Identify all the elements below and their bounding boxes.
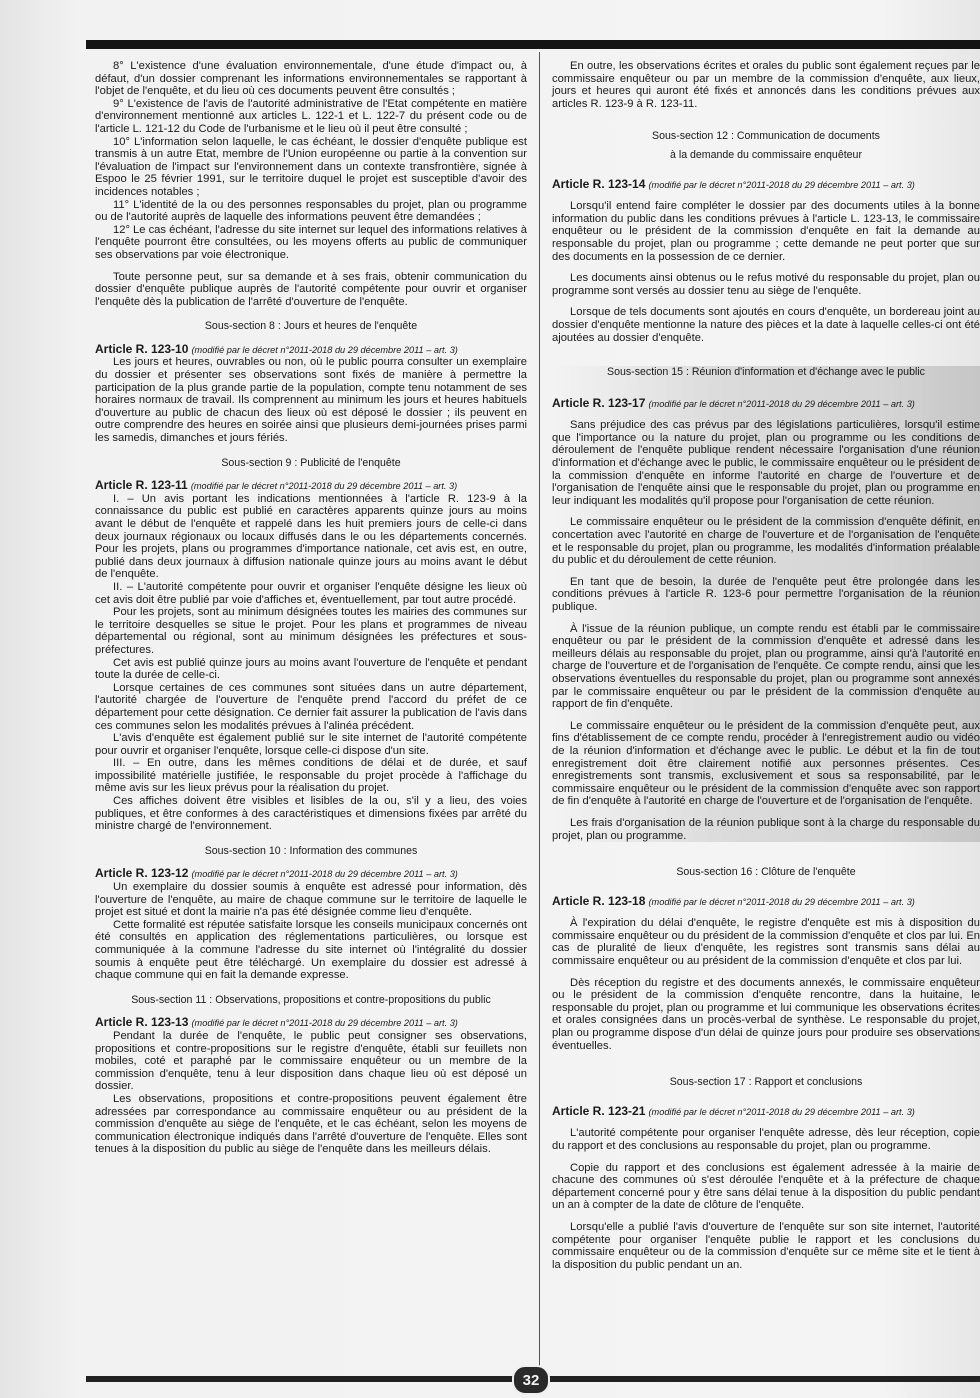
subsection-title: Sous-section 11 : Observations, propositions et contre-propositions du public [131,993,491,1006]
article-heading [95,867,527,881]
paragraph: Sans préjudice des cas prévus par des législations particulières, lorsqu'il estime que l'importance ou la nature du projet, plan ou programme ou les conditions de déroulement de l'enquête publique rendent nécessaire l'organisation d'une réunion d'information et d'échange avec le public, le commissaire enquêteur ou le président de la commission d'enquête en informe l'autorité en charge de l'ouverture et de l'organisation de l'enquête ainsi que le responsable du projet, plan ou programme en leur indiquant les modalités qu'il propose pour l'organisation de cette réunion. [552,419,980,507]
subsection-title: Sous-section 12 : Communication de documents [652,130,880,143]
left-column [95,60,527,1156]
subsection-title: Sous-section 8 : Jours et heures de l'enquête [204,320,418,333]
top-rule [86,40,980,49]
paragraph: En tant que de besoin, la durée de l'enquête peut être prolongée dans les conditions prévues à l'article R. 123-6 pour permettre l'organisation de la réunion publique. [552,575,980,613]
subsection-title-line2: à la demande du commissaire enquêteur [670,148,862,161]
paragraph: Copie du rapport et des conclusions est également adressée à la mairie de chacune des communes où s'est déroulée l'enquête et à la préfecture de chaque département concerné pour y être sans délai tenue à la disposition du public pendant un an à compter de la date de clôture de l'enquête. [552,1161,980,1212]
article-heading [552,397,980,411]
subsection-title: Sous-section 17 : Rapport et conclusions [669,1076,863,1089]
article-number: Article R. 123-12 [95,866,189,881]
subsection-title: Sous-section 10 : Information des communes [204,844,418,857]
article-modification: (modifié par le décret n°2011-2018 du 29 décembre 2011 – art. 3) [190,481,458,492]
paragraph: II. – L'autorité compétente pour ouvrir et organiser l'enquête désigne les lieux où cet avis doit être publié par voie d'affiches et, éventuellement, par tout autre procédé. [95,580,527,606]
paragraph: Lorsque certaines de ces communes sont situées dans un autre département, l'autorité chargée de l'ouverture de l'enquête prend l'accord du préfet de ce département pour cette désignation. Ce dernier fait assurer la publication de l'avis dans ces communes selon les modalités prévues à l'alinéa précédent. [95,681,527,732]
article-number: Article R. 123-14 [552,176,646,191]
subsection-title: Sous-section 9 : Publicité de l'enquête [221,456,401,469]
subsection-title: Sous-section 15 : Réunion d'information et d'échange avec le public [607,366,925,379]
paragraph: Les observations, propositions et contre-propositions peuvent également être adressées par correspondance au commissaire enquêteur ou au président de la commission d'enquête au siège de l'enquête, et le cas échéant, selon les moyens de communication électronique indiqués dans l'arrêté d'ouverture de l'enquête. Elles sont tenues à la disposition du public au siège de l'enquête dans les meilleurs délais. [95,1092,527,1156]
article-modification: (modifié par le décret n°2011-2018 du 29 décembre 2011 – art. 3) [648,398,915,409]
item-11: 11° L'identité de la ou des personnes responsables du projet, plan ou programme ou de l'autorité auprès de laquelle des informations peuvent être demandées ; [95,198,527,224]
article-number: Article R. 123-13 [95,1015,189,1030]
article-number: Article R. 123-10 [95,341,189,356]
paragraph: L'avis d'enquête est également publié sur le site internet de l'autorité compétente pour ouvrir et organiser l'enquête, lorsque celle-ci dispose d'un site. [95,732,527,757]
paragraph: Les documents ainsi obtenus ou le refus motivé du responsable du projet, plan ou programme sont versés au dossier tenu au siège de l'enquête. [552,272,980,297]
paragraph: Le commissaire enquêteur ou le président de la commission d'enquête peut, aux fins d'établissement de ce compte rendu, procéder à l'enregistrement audio ou vidéo de la réunion d'information et d'échange avec le public. Le début et la fin de tout enregistrement doit être clairement notifié aux personnes présentes. Ces enregistrements sont transmis, exclusivement et sous sa responsabilité, par le commissaire enquêteur ou le président de la commission d'enquête avec son rapport de fin d'enquête à l'autorité en charge de l'ouverture et de l'organisation de l'enquête. [552,719,980,808]
article-number: Article R. 123-17 [552,395,646,410]
paragraph: Toute personne peut, sur sa demande et à ses frais, obtenir communication du dossier d'enquête publique auprès de l'autorité compétente pour ouvrir et organiser l'enquête dès la publication de l'arrêté d'ouverture de l'enquête. [95,270,527,308]
paragraph: Cette formalité est réputée satisfaite lorsque les conseils municipaux concernés ont été consultés en application des réglementations particulières, ou lorsque est communiquée à la commune l'adresse du site internet où l'intégralité du dossier soumis à enquête peut être téléchargé. Un exemplaire du dossier est adressé à chaque commune qui en fait la demande expresse. [95,918,527,982]
paragraph: Le commissaire enquêteur ou le président de la commission d'enquête définit, en concertation avec l'autorité en charge de l'ouverture et de l'organisation de l'enquête et le responsable du projet, plan ou programme, les modalités d'information préalable du public et du déroulement de cette réunion. [552,516,980,567]
article-number: Article R. 123-18 [552,893,646,908]
item-9: 9° L'existence de l'avis de l'autorité administrative de l'Etat compétente en matière d'environnement mentionné aux articles L. 122-1 et L. 122-7 du présent code ou de l'article L. 121-12 du Code de l'urbanisme et le lieu où il peut être consulté ; [95,97,527,135]
paragraph: Les jours et heures, ouvrables ou non, où le public pourra consulter un exemplaire du dossier et présenter ses observations sont fixés de manière à permettre la participation de la plus grande partie de la population, compte tenu notamment de ses horaires normaux de travail. Ils comprennent au minimum les jours et heures habituels d'ouverture au public de chacun des lieux où est déposé le dossier ; ils peuvent en outre comprendre des heures en soirée ainsi que plusieurs demi-journées prises parmi les samedis, dimanches et jours fériés. [95,356,527,445]
page-number: 32 [512,1365,550,1395]
item-12: 12° Le cas échéant, l'adresse du site internet sur lequel des informations relatives à l'enquête pourront être consultées, ou les moyens offerts au public de communiquer ses observations par voie électronique. [95,223,527,261]
shaded-region [552,366,980,842]
paragraph: Les frais d'organisation de la réunion publique sont à la charge du responsable du projet, plan ou programme. [552,816,980,842]
article-modification: (modifié par le décret n°2011-2018 du 29 décembre 2011 – art. 3) [648,1106,915,1117]
paragraph: En outre, les observations écrites et orales du public sont également reçues par le commissaire enquêteur ou par un membre de la commission d'enquête, aux lieux, jours et heures qui auront été fixés et annoncés dans les conditions prévues aux articles R. 123-9 à R. 123-11. [552,60,980,110]
paragraph: Ces affiches doivent être visibles et lisibles de la ou, s'il y a lieu, des voies publiques, et être conformes à des caractéristiques et dimensions fixées par arrêté du ministre chargé de l'environnement. [95,795,527,833]
paragraph: Cet avis est publié quinze jours au moins avant l'ouverture de l'enquête et pendant toute la durée de celle-ci. [95,656,527,682]
article-number: Article R. 123-21 [552,1103,646,1118]
paragraph: Lorsqu'elle a publié l'avis d'ouverture de l'enquête sur son site internet, l'autorité compétente pour organiser l'enquête publie le rapport et les conclusions du commissaire enquêteur ou de la commission d'enquête sur ce même site et le tient à la disposition du public pendant un an. [552,1220,980,1271]
paragraph: Pour les projets, sont au minimum désignées toutes les mairies des communes sur le territoire desquelles se situe le projet. Pour les plans et programmes de niveau départemental ou régional, sont au minimum désignées les préfectures et sous-préfectures. [95,606,527,656]
article-modification: (modifié par le décret n°2011-2018 du 29 décembre 2011 – art. 3) [191,1018,458,1029]
paragraph: III. – En outre, dans les mêmes conditions de délai et de durée, et sauf impossibilité matérielle justifiée, le responsable du projet procède à l'affichage du même avis sur les lieux prévus pour la réalisation du projet. [95,757,527,795]
right-column [552,60,980,1271]
column-divider [539,52,540,1370]
paragraph: Lorsqu'il entend faire compléter le dossier par des documents utiles à la bonne information du public dans les conditions prévues à l'article L. 123-13, le commissaire enquêteur ou le président de la commission d'enquête en fait la demande au responsable du projet, plan ou programme ; cette demande ne peut porter que sur des documents en la possession de ce dernier. [552,200,980,263]
article-modification: (modifié par le décret n°2011-2018 du 29 décembre 2011 – art. 3) [191,869,458,880]
paragraph: Un exemplaire du dossier soumis à enquête est adressé pour information, dès l'ouverture de l'enquête, au maire de chaque commune sur le territoire de laquelle le projet est situé et dont la mairie n'a pas été désignée comme lieu d'enquête. [95,881,527,919]
paragraph: Dès réception du registre et des documents annexés, le commissaire enquêteur ou le président de la commission d'enquête rencontre, dans la huitaine, le responsable du projet, plan ou programme et lui communique les observations écrites et orales consignées dans un procès-verbal de synthèse. Le responsable du projet, plan ou programme dispose d'un délai de quinze jours pour produire ses observations éventuelles. [552,976,980,1052]
article-heading [552,1105,980,1119]
article-modification: (modifié par le décret n°2011-2018 du 29 décembre 2011 – art. 3) [191,344,458,355]
paragraph: À l'expiration du délai d'enquête, le registre d'enquête est mis à disposition du commissaire enquêteur ou du président de la commission d'enquête et clos par lui. En cas de pluralité de lieux d'enquête, les registres sont transmis sans délai au commissaire enquêteur ou au président de la commission d'enquête et clos par lui. [552,917,980,968]
paragraph: Pendant la durée de l'enquête, le public peut consigner ses observations, propositions et contre-propositions sur le registre d'enquête, établi sur feuillets non mobiles, coté et paraphé par le commissaire enquêteur ou un membre de la commission d'enquête, tenu à leur disposition dans chaque lieu où est déposé un dossier. [95,1029,527,1093]
paragraph: I. – Un avis portant les indications mentionnées à l'article R. 123-9 à la connaissance du public est publié en caractères apparents quinze jours au moins avant le début de l'enquête et rappelé dans les huit premiers jours de celle-ci dans deux journaux régionaux ou locaux diffusés dans le ou les départements concernés. Pour les projets, plans ou programmes d'importance nationale, cet avis est, en outre, publié dans deux journaux à diffusion nationale quinze jours au moins avant le début de l'enquête. [95,492,527,581]
subsection-title: Sous-section 16 : Clôture de l'enquête [676,866,856,879]
article-number: Article R. 123-11 [95,478,188,493]
item-10: 10° L'information selon laquelle, le cas échéant, le dossier d'enquête publique est transmis à un autre Etat, membre de l'Union européenne ou partie à la convention sur l'évaluation de l'impact sur l'environnement dans un contexte transfrontière, signée à Espoo le 25 février 1991, sur le territoire duquel le projet est susceptible d'avoir des incidences notables ; [95,135,527,198]
article-modification: (modifié par le décret n°2011-2018 du 29 décembre 2011 – art. 3) [648,896,915,907]
article-modification: (modifié par le décret n°2011-2018 du 29 décembre 2011 – art. 3) [648,179,915,190]
article-heading [95,1016,527,1030]
article-heading [95,479,527,493]
paragraph: À l'issue de la réunion publique, un compte rendu est établi par le commissaire enquêteur ou par le président de la commission d'enquête et adressé dans les meilleurs délais au responsable du projet, plan ou programme, ainsi qu'à l'autorité en charge de l'ouverture et de l'organisation de l'enquête. Ce compte rendu, ainsi que les observations éventuelles du responsable du projet, plan ou programme sont annexés par le commissaire enquêteur ou par le président de la commission d'enquête au rapport de fin d'enquête. [552,622,980,711]
article-heading [552,895,980,909]
item-8: 8° L'existence d'une évaluation environnementale, d'une étude d'impact ou, à défaut, d'un dossier comprenant les informations environnementales se rapportant à l'objet de l'enquête, et du lieu où ces documents peuvent être consultés ; [95,60,527,98]
paragraph: Lorsque de tels documents sont ajoutés en cours d'enquête, un bordereau joint au dossier d'enquête mentionne la nature des pièces et la date à laquelle celles-ci ont été ajoutées au dossier d'enquête. [552,306,980,344]
article-heading [552,178,980,192]
article-heading [95,343,527,357]
paragraph: L'autorité compétente pour organiser l'enquête adresse, dès leur réception, copie du rapport et des conclusions au responsable du projet, plan ou programme. [552,1127,980,1152]
